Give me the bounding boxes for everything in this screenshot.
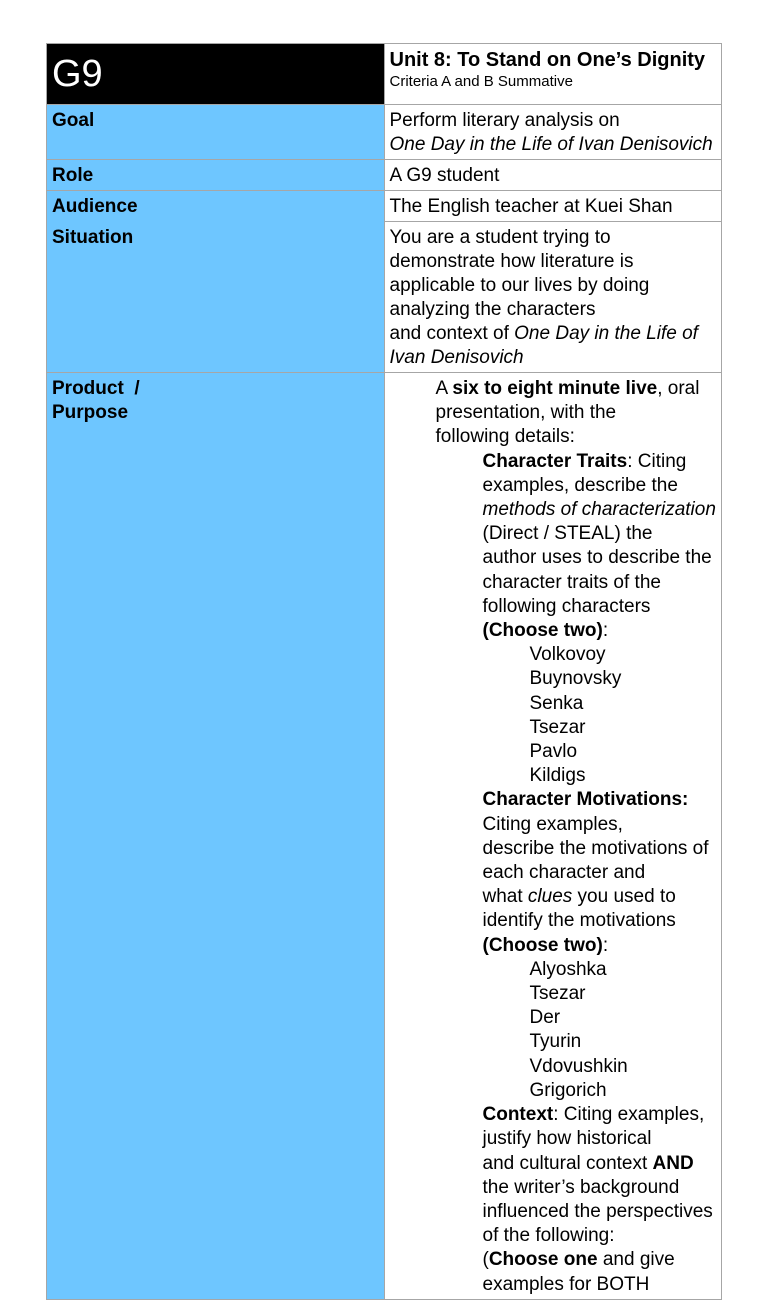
motivations-character-item: Grigorich [529, 1079, 607, 1101]
traits-character-item: Kildigs [529, 765, 586, 787]
goal-book-title: One Day in the Life of Ivan Denisovich [389, 134, 713, 155]
unit-title: Unit 8: To Stand on One’s Dignity [389, 49, 706, 71]
goal-line-1: Perform literary analysis on [389, 110, 620, 131]
product-intro-line-2: following details: [435, 426, 575, 448]
context-line-4: (Choose one and give examples for BOTH [482, 1249, 675, 1295]
situation-line-1: You are a student trying to demonstrate how literature is [389, 227, 634, 272]
traits-character-item: Pavlo [529, 741, 578, 763]
situation-row [47, 222, 722, 373]
product-intro: A six to eight minute live, oral presentation, with the [435, 378, 700, 424]
motivations-character-item: Vdovushkin [529, 1055, 628, 1077]
traits-line-3: author uses to describe the character traits of the [482, 547, 712, 593]
context-heading: Context [482, 1104, 554, 1126]
header-row [47, 44, 722, 105]
motivations-character-item: Der [529, 1007, 561, 1029]
motivations-line-4: (Choose two): [482, 934, 609, 956]
situation-line-2: applicable to our lives by doing analyzing the characters [389, 275, 650, 320]
context-line-3: influenced the perspectives of the following: [482, 1200, 713, 1247]
motivations-line-2: describe the motivations of each character and [482, 837, 709, 884]
product-label-line-1: Product / [52, 378, 140, 399]
traits-line-4: following characters (Choose two): [482, 595, 651, 642]
traits-character-item: Tsezar [529, 716, 586, 738]
motivations-heading: Character Motivations: [482, 789, 689, 811]
traits-line-2: methods of characterization (Direct / STEAL) the [482, 499, 716, 545]
audience-label: Audience [47, 191, 385, 222]
goal-line-2 [390, 133, 718, 157]
traits-line-1: Character Traits: Citing examples, describe the [482, 450, 687, 496]
grade-cell: G9 [47, 44, 385, 105]
role-row [47, 160, 722, 191]
role-value: A G9 student [384, 160, 722, 191]
motivations-line-3: what clues you used to identify the motivations [482, 886, 676, 932]
situation-value [384, 222, 722, 373]
traits-heading: Character Traits [482, 450, 628, 472]
motivations-character-item: Alyoshka [529, 958, 607, 980]
role-label: Role [47, 160, 385, 191]
goal-label: Goal [47, 105, 385, 160]
situation-label: Situation [47, 222, 385, 373]
audience-value: The English teacher at Kuei Shan [384, 191, 722, 222]
audience-row [47, 191, 722, 222]
traits-character-item: Buynovsky [529, 668, 622, 690]
goal-value [384, 105, 722, 160]
unit-subtitle: Criteria A and B Summative [389, 73, 573, 90]
product-row [47, 373, 722, 1300]
motivations-line-1: Character Motivations: Citing examples, [482, 789, 689, 835]
situation-line-3: and context of One Day in the Life of Ivan Denisovich [389, 323, 698, 368]
traits-character-item: Volkovoy [529, 644, 606, 666]
product-label [47, 373, 385, 1300]
grasps-table [46, 43, 722, 1300]
product-value [384, 373, 722, 1300]
product-label-line-2: Purpose [52, 402, 129, 423]
grasps-document [46, 43, 722, 1300]
context-line-2: and cultural context AND the writer’s background [482, 1152, 694, 1198]
traits-character-item: Senka [529, 692, 584, 714]
motivations-character-item: Tsezar [529, 983, 586, 1005]
unit-cell [384, 44, 722, 105]
situation-book-title: One Day in the Life of Ivan Denisovich [389, 323, 698, 368]
motivations-character-item: Tyurin [529, 1031, 582, 1053]
context-line-1: Context: Citing examples, justify how historical [482, 1104, 705, 1150]
goal-row [47, 105, 722, 160]
